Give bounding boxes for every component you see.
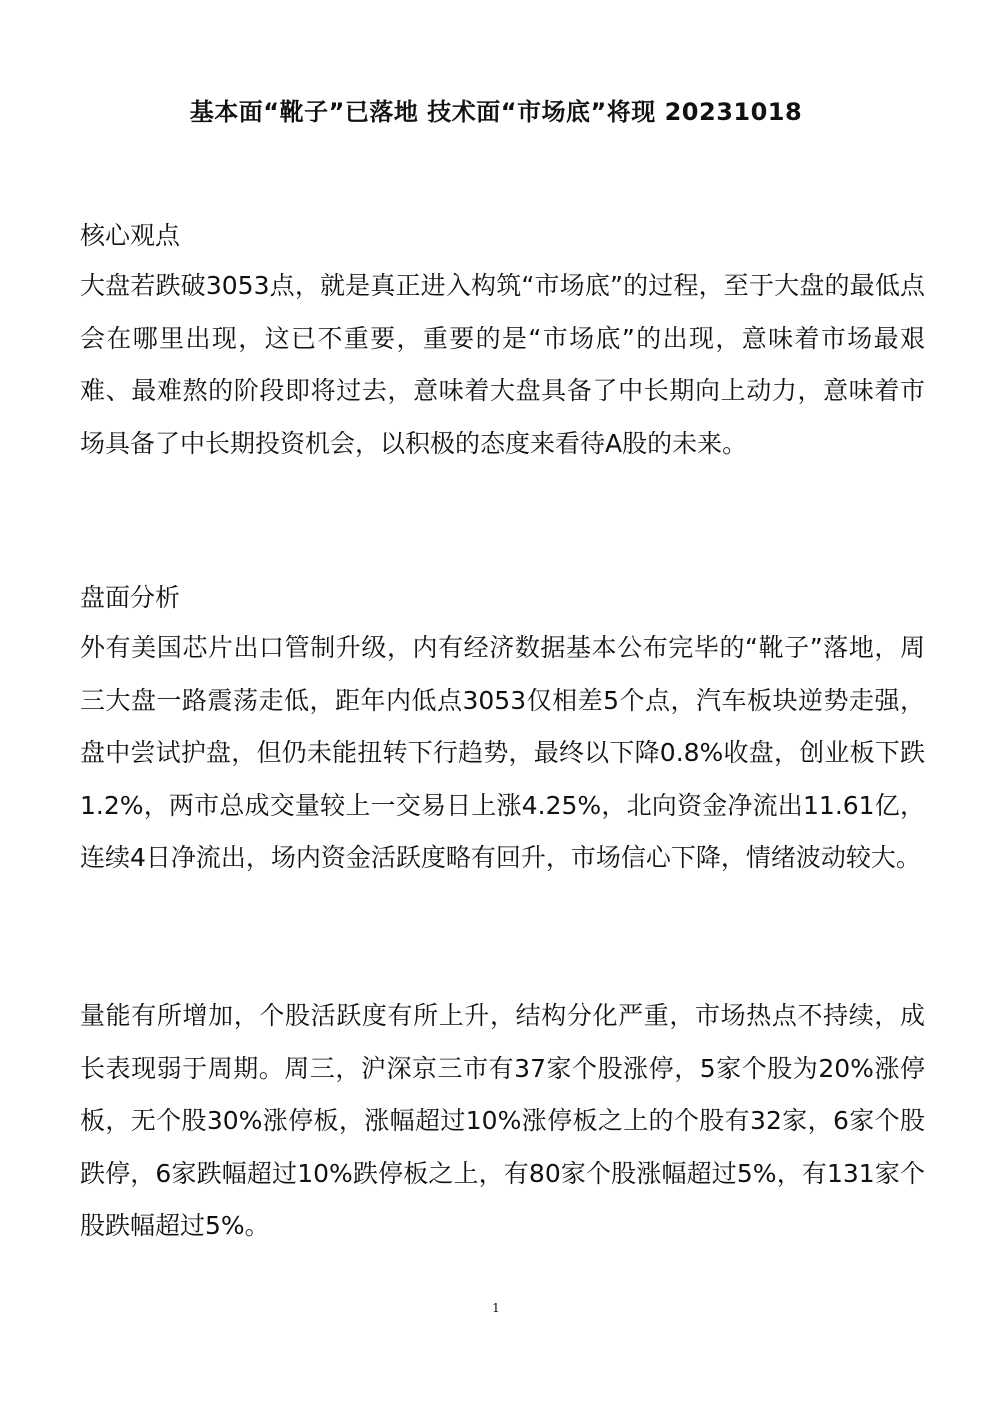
page-number: 1 xyxy=(492,1301,500,1315)
document-title: 基本面“靴子”已落地 技术面“市场底”将现 20231018 xyxy=(189,98,803,126)
paragraph-core-view: 大盘若跌破3053点，就是真正进入构筑“市场底”的过程，至于大盘的最低点会在哪里出现，这已不重要，重要的是“市场底”的出现，意味着市场最艰难、最难熬的阶段即将过去，意味着大盘具备了中长期向上动力，意味着市场具备了中长期投资机会，以积极的态度来看待A股的未来。 xyxy=(80,271,925,458)
paragraph-market-analysis-2: 量能有所增加，个股活跃度有所上升，结构分化严重，市场热点不持续，成长表现弱于周期。周三，沪深京三市有37家个股涨停，5家个股为20%涨停板，无个股30%涨停板，涨幅超过10%涨停板之上的个股有32家，6家个股跌停，6家跌幅超过10%跌停板之上，有80家个股涨幅超过5%，有131家个股跌幅超过5%。 xyxy=(80,1001,925,1240)
paragraph-market-analysis-1: 外有美国芯片出口管制升级，内有经济数据基本公布完毕的“靴子”落地，周三大盘一路震荡走低，距年内低点3053仅相差5个点，汽车板块逆势走强，盘中尝试护盘，但仍未能扭转下行趋势，最终以下降0.8%收盘，创业板下跌1.2%，两市总成交量较上一交易日上涨4.25%，北向资金净流出11.61亿，连续4日净流出，场内资金活跃度略有回升，市场信心下降，情绪波动较大。 xyxy=(80,633,925,872)
section-heading-core-view: 核心观点 xyxy=(80,221,181,250)
section-heading-market-analysis: 盘面分析 xyxy=(80,583,181,612)
